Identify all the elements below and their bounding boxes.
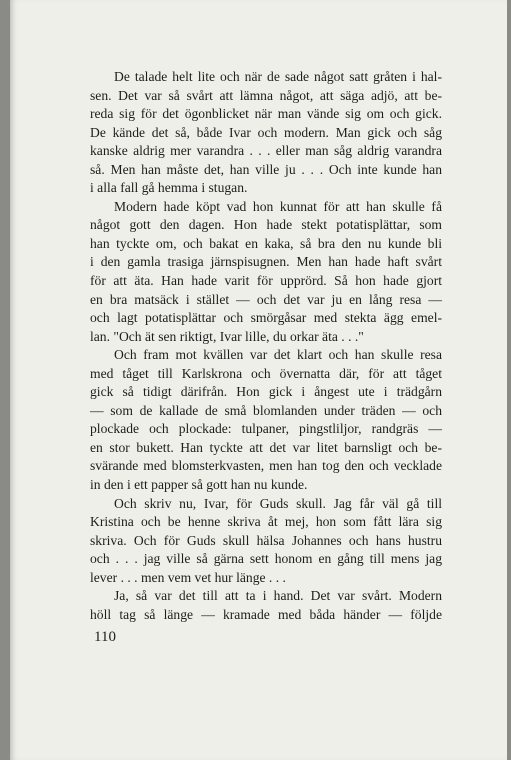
text-line: sen. Det var så svårt att lämna något, att säga adjö, att be-: [90, 87, 442, 103]
text-line: skriva. Och för Guds skull hälsa Johannes och hans hustru: [90, 532, 442, 548]
paragraph-5: [90, 587, 442, 624]
body-text: [90, 68, 442, 624]
text-line: något gott den dagen. Hon hade stekt potatisplättar, som: [90, 217, 442, 233]
text-line: De talade helt lite och när de sade något satt gråten i hal-: [114, 69, 442, 84]
paragraph-4: [90, 495, 442, 588]
text-line: gick så tidigt därifrån. Hon gick i ångest ute i trädgårn: [90, 384, 442, 400]
text-line: Och skriv nu, Ivar, för Guds skull. Jag får väl gå till: [114, 495, 442, 511]
text-line: lan. "Och ät sen riktigt, Ivar lille, du orkar äta . . .": [90, 328, 364, 344]
text-line: De kände det så, både Ivar och modern. Man gick och såg: [90, 124, 442, 140]
paragraph-1: [90, 68, 442, 198]
text-line: plockade och plockade: tulpaner, pingstliljor, randgräs —: [90, 421, 442, 437]
text-line: reda sig för det ögonblicket när man vände sig om och gick.: [90, 106, 442, 122]
text-line: i alla fall gå hemma i stugan.: [90, 180, 248, 196]
text-line: han tyckte om, och bakat en kaka, så bra den nu kunde bli: [90, 235, 442, 251]
text-line: så. Men han måste det, han ville ju . . . Och inte kunde han: [90, 161, 442, 177]
text-line: i den gamla trasiga järnspisugnen. Men han hade haft svårt: [90, 254, 442, 270]
text-line: in den i ett papper så gott han nu kunde.: [90, 477, 308, 493]
book-page: [10, 0, 507, 760]
paragraph-2: [90, 198, 442, 346]
paragraph-3: [90, 346, 442, 494]
text-line: Kristina och be henne skriva åt mej, hon som fått lära sig: [90, 514, 442, 530]
text-line: Och fram mot kvällen var det klart och han skulle resa: [114, 347, 442, 363]
text-line: kanske aldrig mer varandra . . . eller man såg aldrig varandra: [90, 143, 442, 159]
text-line: med tåget till Karlskrona och övernatta där, för att tåget: [90, 365, 442, 381]
text-line: Modern hade köpt vad hon kunnat för att han skulle få: [114, 198, 442, 214]
text-line: lever . . . men vem vet hur länge . . .: [90, 569, 286, 585]
text-line: svärande med blomsterkvasten, men han tog den och vecklade: [90, 458, 442, 474]
text-line: och lagt potatisplättar och smörgåsar med stekta ägg emel-: [90, 310, 442, 326]
page-number: 110: [94, 629, 116, 645]
text-line: en stor bukett. Han tyckte att det var litet barnsligt och be-: [90, 439, 442, 455]
text-line: Ja, så var det till att ta i hand. Det var svårt. Modern: [114, 588, 442, 604]
text-line: höll tag så länge — kramade med båda händer — följde: [90, 606, 442, 622]
text-line: för att äta. Han hade varit för upprörd. Så hon hade gjort: [90, 273, 442, 289]
text-line: en bra matsäck i stället — och det var ju en lång resa —: [90, 291, 442, 307]
text-line: — som de kallade de små blomlanden under träden — och: [90, 402, 442, 418]
text-line: och . . . jag ville så gärna sett honom en gång till mens jag: [90, 551, 442, 567]
